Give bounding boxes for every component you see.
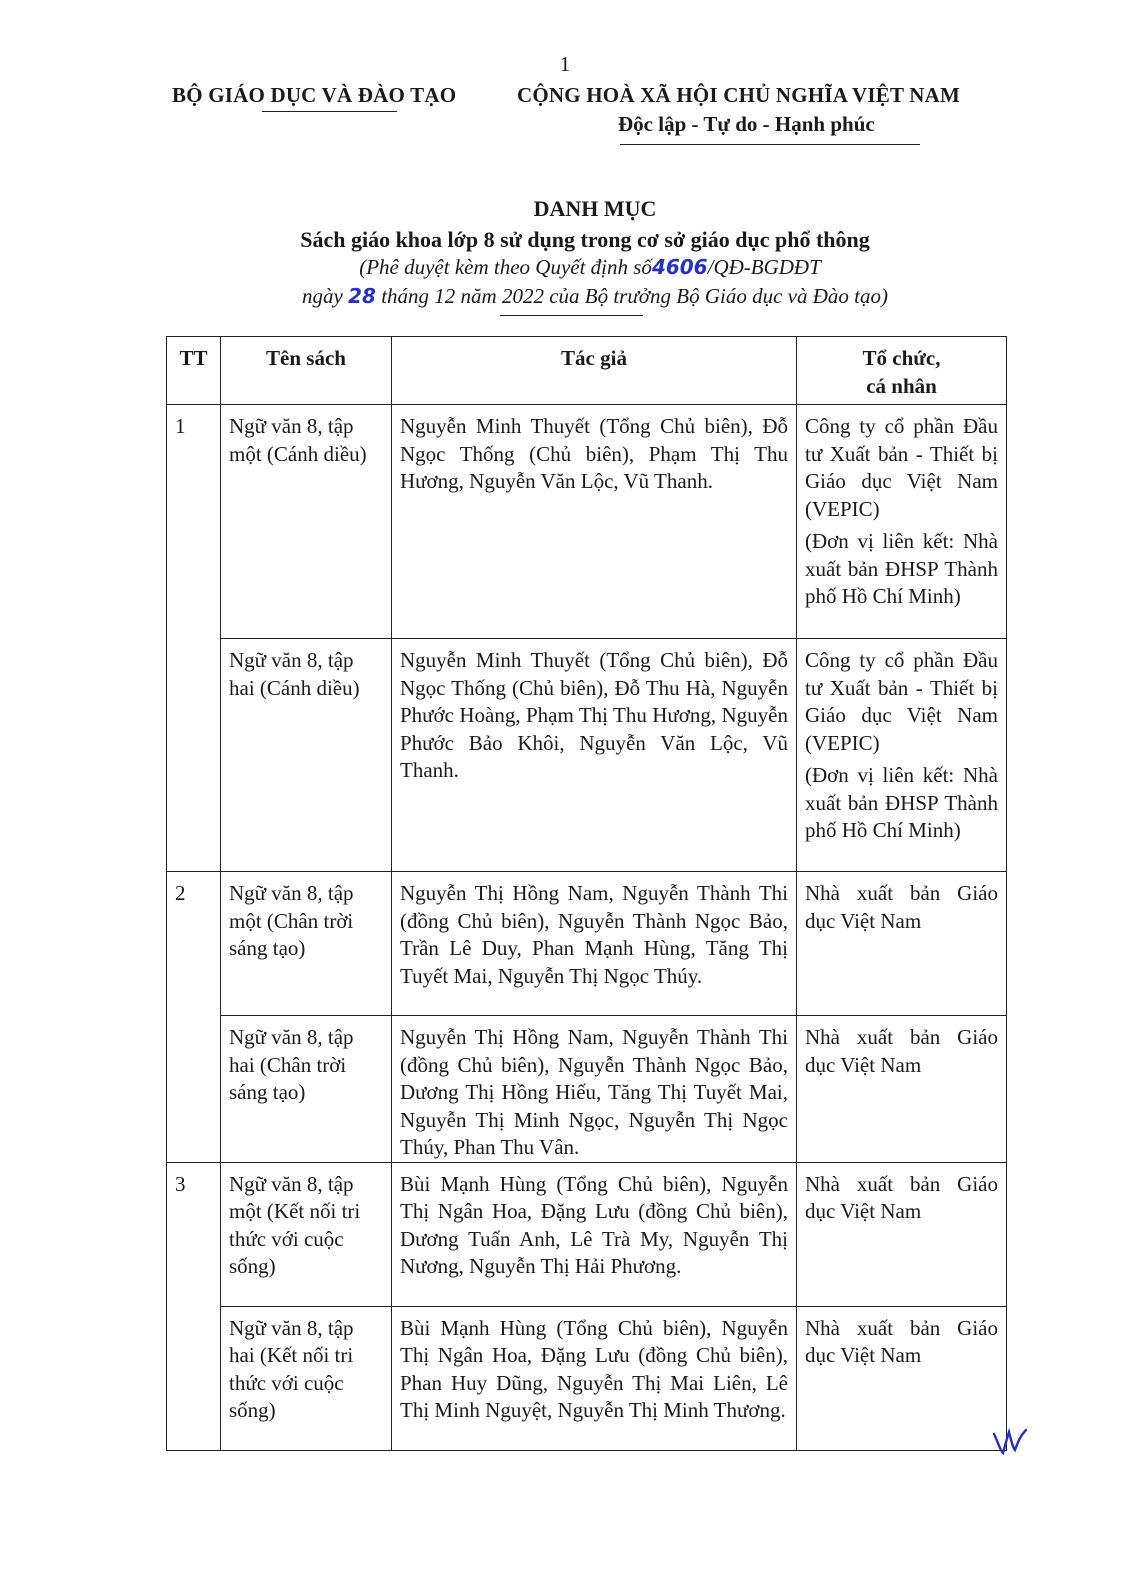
- org-cell: Nhà xuất bản Giáo dục Việt Nam: [797, 1306, 1007, 1450]
- book-title: Ngữ văn 8, tập một (Kết nối tri thức với cuộc sống): [221, 1162, 392, 1306]
- document-title: DANH MỤC: [533, 196, 657, 221]
- date-prefix: ngày: [302, 284, 343, 308]
- ministry-name: BỘ GIÁO DỤC VÀ ĐÀO TẠO: [172, 83, 457, 107]
- table-row: [167, 1016, 1007, 1163]
- table-row: [167, 1162, 1007, 1306]
- table-header-row: [167, 337, 1007, 405]
- table-row: [167, 405, 1007, 639]
- authors-cell: Nguyễn Minh Thuyết (Tổng Chủ biên), Đỗ Ngọc Thống (Chủ biên), Phạm Thị Thu Hương, Nguyễn Văn Lộc, Vũ Thanh.: [392, 405, 797, 639]
- header-book: Tên sách: [221, 337, 392, 405]
- table-row: [167, 1306, 1007, 1450]
- authors-cell: Bùi Mạnh Hùng (Tổng Chủ biên), Nguyễn Thị Ngân Hoa, Đặng Lưu (đồng Chủ biên), Phan Huy Dũng, Nguyễn Thị Mai Liên, Lê Thị Minh Nguyệt, Nguyễn Thị Minh Thương.: [392, 1306, 797, 1450]
- org-name: Công ty cổ phần Đầu tư Xuất bản - Thiết bị Giáo dục Việt Nam (VEPIC): [805, 648, 998, 755]
- authors-cell: Nguyễn Thị Hồng Nam, Nguyễn Thành Thi (đồng Chủ biên), Nguyễn Thành Ngọc Bảo, Dương Thị Hồng Hiếu, Tăng Thị Tuyết Mai, Nguyễn Thị Minh Ngọc, Nguyễn Thị Ngọc Thúy, Phan Thu Vân.: [392, 1016, 797, 1163]
- org-cell: Nhà xuất bản Giáo dục Việt Nam: [797, 872, 1007, 1016]
- approval-line: [0, 255, 1130, 280]
- approval-suffix: /QĐ-BGDĐT: [707, 255, 821, 279]
- header-org-line1: Tổ chức,: [862, 346, 941, 370]
- org-cell: [797, 639, 1007, 872]
- authors-cell: Nguyễn Thị Hồng Nam, Nguyễn Thành Thi (đồng Chủ biên), Nguyễn Thành Ngọc Bảo, Trần Lê Duy, Phan Mạnh Hùng, Tăng Thị Tuyết Mai, Nguyễn Thị Ngọc Thúy.: [392, 872, 797, 1016]
- page-number: 1: [559, 52, 571, 76]
- table-row: [167, 639, 1007, 872]
- book-title: Ngữ văn 8, tập một (Cánh diều): [221, 405, 392, 639]
- header-org: [797, 337, 1007, 405]
- book-title: Ngữ văn 8, tập hai (Cánh diều): [221, 639, 392, 872]
- title-underline: [500, 315, 643, 316]
- row-number: 2: [167, 872, 221, 1163]
- authors-cell: Nguyễn Minh Thuyết (Tổng Chủ biên), Đỗ Ngọc Thống (Chủ biên), Đỗ Thu Hà, Nguyễn Phước Hoàng, Phạm Thị Thu Hương, Nguyễn Phước Bảo Khôi, Nguyễn Văn Lộc, Vũ Thanh.: [392, 639, 797, 872]
- header-org-line2: cá nhân: [866, 373, 937, 398]
- initial-signature: [990, 1420, 1030, 1458]
- handwritten-decision-number: 4606: [651, 255, 708, 279]
- org-cell: Nhà xuất bản Giáo dục Việt Nam: [797, 1162, 1007, 1306]
- handwritten-day: 28: [348, 284, 376, 308]
- header-authors: Tác giả: [392, 337, 797, 405]
- motto-underline: [620, 144, 920, 145]
- book-title: Ngữ văn 8, tập một (Chân trời sáng tạo): [221, 872, 392, 1016]
- org-note: (Đơn vị liên kết: Nhà xuất bản ĐHSP Thành phố Hồ Chí Minh): [805, 763, 998, 842]
- org-note: (Đơn vị liên kết: Nhà xuất bản ĐHSP Thành phố Hồ Chí Minh): [805, 529, 998, 608]
- table-row: [167, 872, 1007, 1016]
- org-cell: [797, 405, 1007, 639]
- book-title: Ngữ văn 8, tập hai (Chân trời sáng tạo): [221, 1016, 392, 1163]
- book-title: Ngữ văn 8, tập hai (Kết nối tri thức với cuộc sống): [221, 1306, 392, 1450]
- republic-name: CỘNG HOÀ XÃ HỘI CHỦ NGHĨA VIỆT NAM: [517, 83, 960, 107]
- ministry-underline: [262, 111, 397, 112]
- authors-cell: Bùi Mạnh Hùng (Tổng Chủ biên), Nguyễn Thị Ngân Hoa, Đặng Lưu (đồng Chủ biên), Dương Tuấn Anh, Lê Trà My, Nguyễn Thị Nương, Nguyễn Thị Hải Phương.: [392, 1162, 797, 1306]
- national-motto: Độc lập - Tự do - Hạnh phúc: [618, 112, 875, 136]
- row-number: 3: [167, 1162, 221, 1450]
- org-cell: Nhà xuất bản Giáo dục Việt Nam: [797, 1016, 1007, 1163]
- approval-date-line: [0, 284, 1130, 309]
- org-name: Công ty cổ phần Đầu tư Xuất bản - Thiết bị Giáo dục Việt Nam (VEPIC): [805, 414, 998, 521]
- date-suffix: tháng 12 năm 2022 của Bộ trưởng Bộ Giáo dục và Đào tạo): [381, 284, 888, 308]
- row-number: 1: [167, 405, 221, 872]
- header-tt: TT: [167, 337, 221, 405]
- approval-prefix: (Phê duyệt kèm theo Quyết định số: [359, 255, 652, 279]
- textbook-table: [166, 336, 1007, 1451]
- document-subtitle: Sách giáo khoa lớp 8 sử dụng trong cơ sở giáo dục phổ thông: [300, 227, 870, 252]
